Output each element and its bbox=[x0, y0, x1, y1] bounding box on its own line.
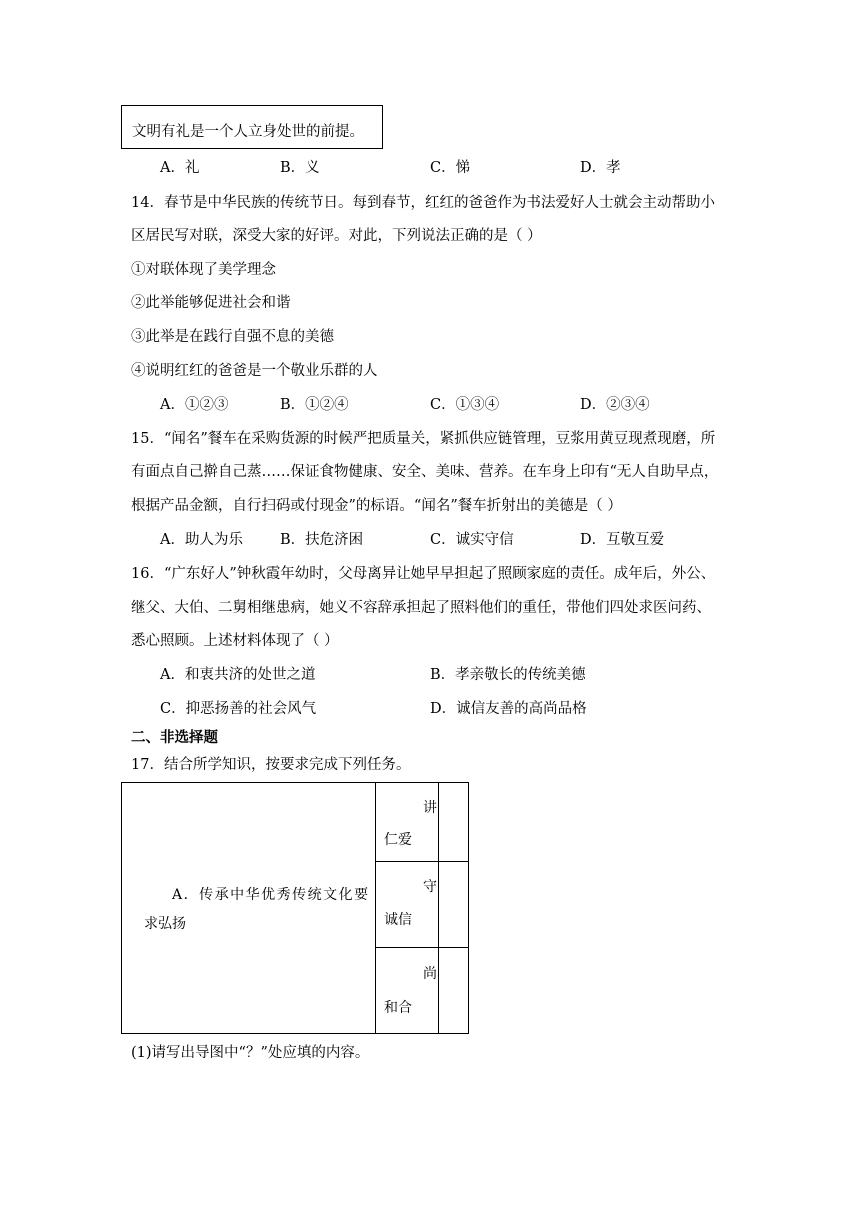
q15-option-c: C．诚实守信 bbox=[430, 532, 514, 548]
q16-option-b: B．孝亲敬长的传统美德 bbox=[430, 667, 586, 683]
q15-option-a: A．助人为乐 bbox=[160, 532, 243, 548]
table-row-3-top: 尚 bbox=[423, 966, 437, 982]
boxed-statement-text: 文明有礼是一个人立身处世的前提。 bbox=[132, 124, 364, 140]
q14-option-d: D．②③④ bbox=[580, 397, 650, 413]
q16-option-c: C．抑恶扬善的社会风气 bbox=[160, 701, 317, 717]
q13-option-d: D．孝 bbox=[580, 160, 621, 176]
table-row-2-top: 守 bbox=[423, 879, 437, 895]
table-row-2-bottom: 诚信 bbox=[384, 912, 412, 928]
q14-statement-1: ①对联体现了美学理念 bbox=[131, 262, 276, 278]
q16-line-3: 悉心照顾。上述材料体现了（ ） bbox=[131, 633, 339, 649]
q13-option-a: A．礼 bbox=[160, 160, 200, 176]
q15-option-d: D．互敬互爱 bbox=[580, 532, 665, 548]
q13-option-c: C．悌 bbox=[430, 160, 471, 176]
table-row-3-bottom: 和合 bbox=[384, 1000, 412, 1016]
q14-option-b: B．①②④ bbox=[280, 397, 349, 413]
q14-option-a: A．①②③ bbox=[160, 397, 229, 413]
table-row-1-bottom: 仁爱 bbox=[384, 832, 412, 848]
q14-statement-2: ②此举能够促进社会和谐 bbox=[131, 295, 291, 311]
q17-line: 17．结合所学知识，按要求完成下列任务。 bbox=[131, 757, 411, 773]
table-row-divider-1 bbox=[375, 861, 468, 862]
q14-statement-4: ④说明红红的爸爸是一个敬业乐群的人 bbox=[131, 363, 378, 379]
table-divider-1 bbox=[375, 783, 376, 1033]
section-heading-non-choice: 二、非选择题 bbox=[131, 730, 218, 746]
q14-line-1: 14．春节是中华民族的传统节日。每到春节，红红的爸爸作为书法爱好人士就会主动帮助小 bbox=[131, 195, 715, 211]
mind-map-table bbox=[121, 782, 469, 1034]
q14-statement-3: ③此举是在践行自强不息的美德 bbox=[131, 329, 334, 345]
q17-sub-question-1: (1)请写出导图中“？”处应填的内容。 bbox=[131, 1045, 370, 1061]
boxed-statement bbox=[121, 105, 383, 149]
q15-line-1: 15．“闻名”餐车在采购货源的时候严把质量关，紧抓供应链管理，豆浆用黄豆现煮现磨，所 bbox=[131, 431, 716, 447]
q15-line-3: 根据产品金额，自行扫码或付现金”的标语。“闻名”餐车折射出的美德是（ ） bbox=[131, 498, 622, 514]
q15-line-2: 有面点自己擀自己蒸……保证食物健康、安全、美味、营养。在车身上印有“无人自助早点， bbox=[131, 464, 719, 480]
table-row-divider-2 bbox=[375, 947, 468, 948]
q16-line-2: 继父、大伯、二舅相继患病，她义不容辞承担起了照料他们的重任，带他们四处求医问药、 bbox=[131, 600, 711, 616]
q16-option-a: A．和衷共济的处世之道 bbox=[160, 667, 316, 683]
table-left-cell-line-2: 求弘扬 bbox=[144, 916, 186, 932]
q16-line-1: 16．“广东好人”钟秋霞年幼时，父母离异让她早早担起了照顾家庭的责任。成年后，外公、 bbox=[131, 566, 716, 582]
table-row-1-top: 讲 bbox=[423, 800, 437, 816]
q14-line-2: 区居民写对联，深受大家的好评。对此，下列说法正确的是（ ） bbox=[131, 228, 542, 244]
q16-option-d: D．诚信友善的高尚品格 bbox=[430, 701, 587, 717]
q15-option-b: B．扶危济困 bbox=[280, 532, 364, 548]
q14-option-c: C．①③④ bbox=[430, 397, 500, 413]
table-divider-2 bbox=[438, 783, 439, 1033]
table-left-cell-line-1: A．传承中华优秀传统文化要 bbox=[172, 887, 370, 903]
q13-option-b: B．义 bbox=[280, 160, 320, 176]
